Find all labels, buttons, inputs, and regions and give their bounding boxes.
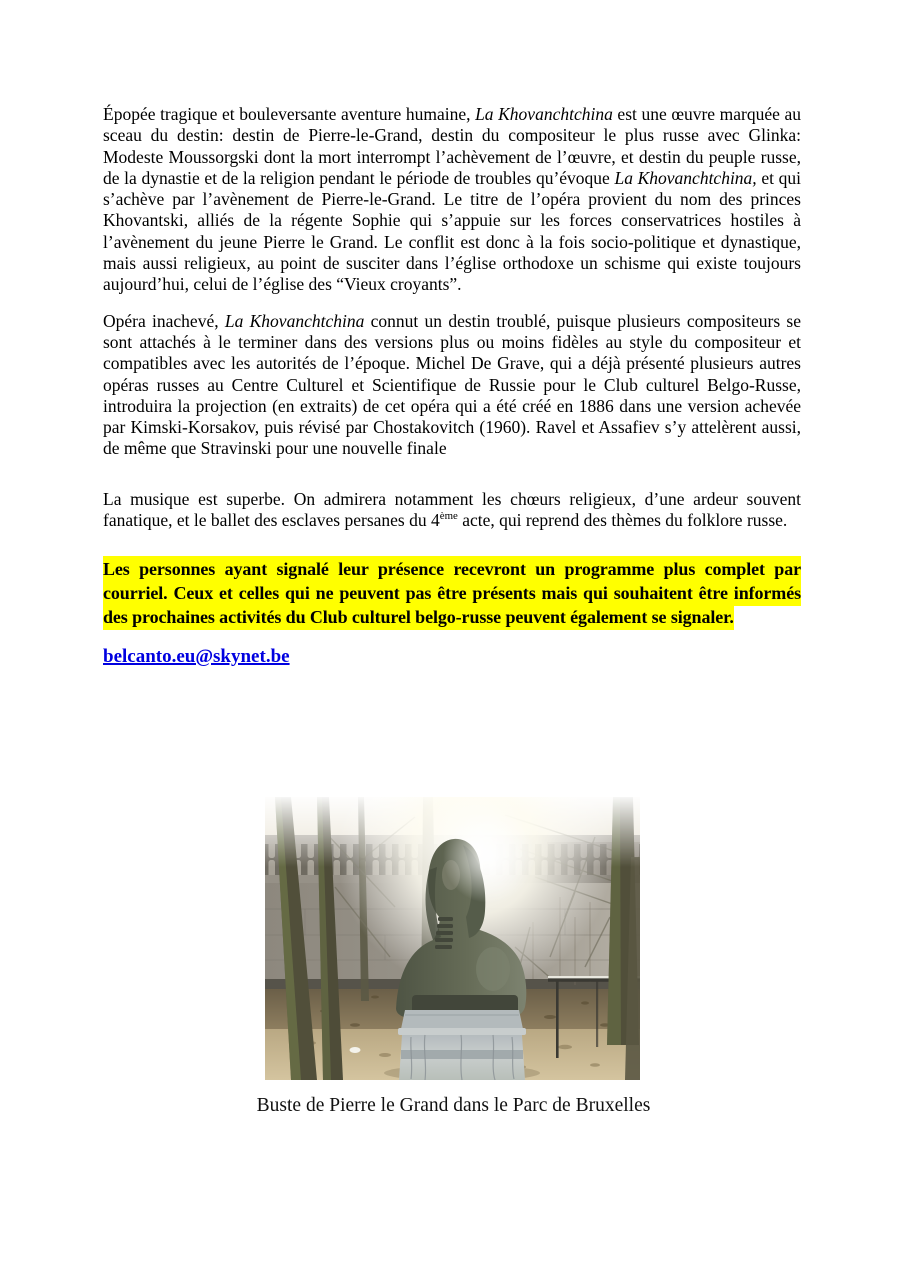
highlight-paragraph: [103, 558, 801, 629]
photo-bust-peter-the-great: [265, 797, 640, 1080]
photo-bust-svg: [265, 797, 640, 1080]
email-link[interactable]: belcanto.eu@skynet.be: [103, 645, 290, 667]
para-opera-inacheve: Opéra inachevé, La Khovanchtchina connut un destin troublé, puisque plusieurs compositeurs se sont attachés à le terminer dans des versions plus ou moins fidèles au style du compositeur et compatibles avec les autorités de l’époque. Michel De Grave, qui a déjà présenté plusieurs autres opéras russes au Centre Culturel et Scientifique de Russie pour le Club culturel Belgo-Russe, introduira la projection (en extraits) de cet opéra qui a été créé en 1886 dans une version achevée par Kimski-Korsakov, puis révisé par Chostakovitch (1960). Ravel et Assafiev s’y attelèrent aussi, de même que Stravinski pour une nouvelle finale: [103, 310, 801, 459]
email-line: [103, 646, 801, 668]
text-column: [103, 104, 801, 668]
photo-white-speck: [350, 1047, 361, 1053]
para-epopee-tragique: Épopée tragique et bouleversante aventure humaine, La Khovanchtchina est une œuvre marquée au sceau du destin: destin de Pierre-le-Grand, destin du compositeur le plus russe avec Glinka: Modeste Moussorgski dont la mort interrompt l’achèvement de l’œuvre, et destin du peuple russe, de la dynastie et de la religion pendant le période de troubles qu’évoque La Khovanchtchina, et qui s’achève par l’avènement de Pierre-le-Grand. Le titre de l’opéra provient du nom des princes Khovantski, alliés de la régente Sophie qui s’appuie sur les forces conservatrices hostiles à l’avènement du jeune Pierre le Grand. Le conflit est donc à la fois socio-politique et dynastique, mais aussi religieux, au point de susciter dans l’église orthodoxe un schisme qui existe toujours aujourd’hui, celui de l’église des “Vieux croyants”.: [103, 104, 802, 295]
photo-caption: Buste de Pierre le Grand dans le Parc de Bruxelles: [256, 1095, 651, 1116]
highlight-text: Les personnes ayant signalé leur présence recevront un programme plus complet par courriel. Ceux et celles qui ne peuvent pas être présents mais qui souhaitent être informés des prochaines activités du Club culturel belgo-russe peuvent également se signaler.: [103, 556, 801, 629]
photo-pedestal: [384, 1010, 540, 1080]
para-la-musique: La musique est superbe. On admirera notamment les chœurs religieux, d’une ardeur souvent fanatique, et le ballet des esclaves persanes du 4ème acte, qui reprend des thèmes du folklore russe.: [103, 488, 801, 531]
